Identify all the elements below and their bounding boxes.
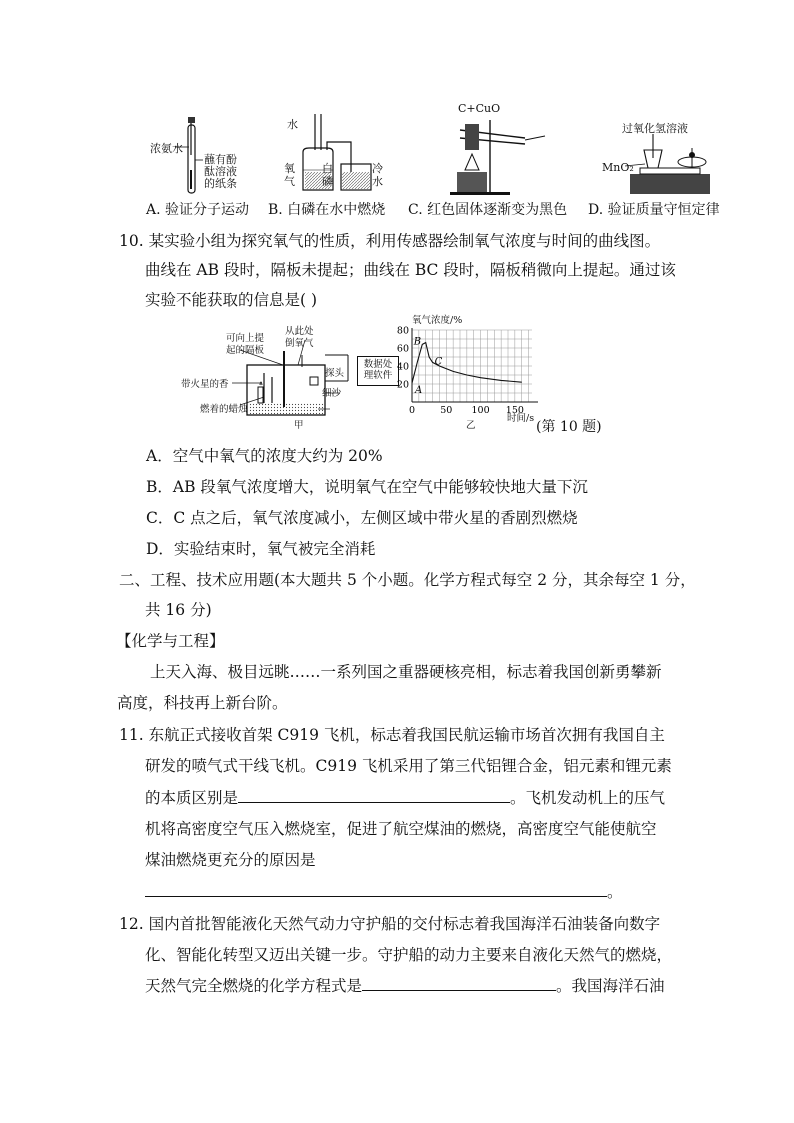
q12-line2: 化、智能化转型又迈出关键一步。守护船的动力主要来自液化天然气的燃烧， bbox=[145, 946, 673, 964]
oxygen-label-2: 气 bbox=[284, 175, 295, 188]
point-label-c: C bbox=[434, 356, 443, 368]
y-tick-label: 40 bbox=[396, 361, 409, 373]
paper-strip-label-1: 蘸有酚 bbox=[204, 153, 237, 166]
oxygen-concentration-chart bbox=[390, 326, 550, 426]
q11-line2: 研发的喷气式干线飞机。C919 飞机采用了第三代铝锂合金，铝元素和锂元素 bbox=[145, 757, 672, 775]
mno2-label: MnO₂ bbox=[602, 161, 634, 174]
chart-ylabel: 氧气浓度/% bbox=[412, 315, 463, 326]
y-tick-label: 60 bbox=[396, 343, 409, 355]
figure-yi-label: 乙 bbox=[466, 420, 476, 431]
q9-option-a: A. 验证分子运动 bbox=[146, 202, 250, 218]
water-label: 水 bbox=[287, 118, 298, 131]
q12-line1: 12. 国内首批智能液化天然气动力守护船的交付标志着我国海洋石油装备向数字 bbox=[119, 915, 661, 933]
software-label-2: 理软件 bbox=[363, 370, 393, 381]
figure-caption: (第 10 题) bbox=[536, 419, 602, 435]
q11-answer-blank-1[interactable] bbox=[238, 788, 510, 803]
q11-line3 bbox=[145, 788, 665, 808]
x-tick-label: 150 bbox=[505, 405, 524, 416]
figure-c-carbon-copper-oxide bbox=[445, 110, 550, 196]
phosphorus-label-2: 磷 bbox=[322, 175, 333, 188]
section2-sub-heading: 【化学与工程】 bbox=[116, 632, 225, 650]
pour-label-1: 从此处 bbox=[285, 326, 314, 337]
x-tick-label: 0 bbox=[408, 405, 416, 416]
point-label-a: A bbox=[415, 385, 423, 397]
chart-xlabel: 时间/s bbox=[507, 413, 535, 424]
q10-option-d: D．实验结束时，氧气被完全消耗 bbox=[146, 540, 376, 558]
point-label-b: B bbox=[413, 336, 422, 348]
section2-intro-line1: 上天入海、极目远眺……一系列国之重器硬核亮相，标志着我国创新勇攀新 bbox=[150, 663, 662, 681]
figure-a-ammonia bbox=[145, 115, 255, 195]
paper-strip-label-3: 的纸条 bbox=[204, 177, 237, 190]
x-tick-label: 100 bbox=[471, 405, 490, 416]
sand-label: 细沙 bbox=[322, 388, 342, 399]
q10-stem-line1: 10. 某实验小组为探究氧气的性质，利用传感器绘制氧气浓度与时间的曲线图。 bbox=[119, 232, 661, 250]
q10-option-a: A．空气中氧气的浓度大约为 20% bbox=[146, 447, 383, 465]
apparatus-c-drawing bbox=[445, 110, 550, 196]
hydrogen-peroxide-label: 过氧化氢溶液 bbox=[622, 122, 688, 135]
pour-label-2: 倒氧气 bbox=[285, 338, 314, 349]
y-tick-label: 20 bbox=[396, 379, 409, 391]
q9-option-b: B. 白磷在水中燃烧 bbox=[268, 202, 386, 218]
q10-option-b: B．AB 段氧气浓度增大，说明氧气在空气中能够较快地大量下沉 bbox=[146, 478, 588, 496]
q11-line4: 机将高密度空气压入燃烧室，促进了航空煤油的燃烧，高密度空气能使航空 bbox=[145, 820, 657, 838]
phosphorus-label-1: 白 bbox=[322, 162, 333, 175]
paper-strip-label-2: 酞溶液 bbox=[204, 165, 237, 178]
q10-stem-line2: 曲线在 AB 段时，隔板未提起；曲线在 BC 段时，隔板稍微向上提起。通过该 bbox=[145, 261, 676, 279]
section2-intro-line2: 高度，科技再上新台阶。 bbox=[117, 694, 288, 712]
q11-line3-pre: 的本质区别是 bbox=[145, 789, 239, 807]
figure-jia-label: 甲 bbox=[294, 420, 304, 431]
incense-label: 带火星的香 bbox=[181, 379, 229, 390]
q10-option-c: C．C 点之后，氧气浓度减小，左侧区域中带火星的香剧烈燃烧 bbox=[146, 509, 578, 527]
y-tick-label: 80 bbox=[396, 326, 409, 337]
q9-option-d: D. 验证质量守恒定律 bbox=[588, 202, 720, 218]
c-cuo-label: C+CuO bbox=[458, 102, 501, 115]
partition-label-1: 可向上提 bbox=[226, 333, 265, 344]
q9-option-c: C. 红色固体逐渐变为黑色 bbox=[408, 202, 568, 218]
candle-label: 燃着的蜡烛 bbox=[200, 404, 248, 415]
q12-answer-blank-1[interactable] bbox=[362, 976, 556, 991]
ammonia-label: 浓氨水 bbox=[150, 142, 183, 155]
q11-answer-blank-2[interactable] bbox=[145, 882, 607, 897]
apparatus-a-drawing bbox=[145, 115, 255, 195]
q10-stem-line3: 实验不能获取的信息是( ) bbox=[145, 291, 318, 309]
cold-water-label-1: 冷 bbox=[372, 162, 383, 175]
oxygen-label-1: 氧 bbox=[284, 162, 295, 175]
q11-line3-post: 。飞机发动机上的压气 bbox=[510, 789, 666, 807]
q11-line1: 11. 东航正式接收首架 C919 飞机，标志着我国民航运输市场首次拥有我国自主 bbox=[119, 726, 665, 744]
q11-line5: 煤油燃烧更充分的原因是 bbox=[145, 851, 316, 869]
section2-heading-line1: 二、工程、技术应用题(本大题共 5 个小题。化学方程式每空 2 分，其余每空 1 分， bbox=[119, 571, 696, 589]
q11-line6 bbox=[145, 882, 623, 902]
probe-label: 探头 bbox=[325, 368, 345, 379]
cold-water-label-2: 水 bbox=[372, 175, 383, 188]
partition-label-2: 起的隔板 bbox=[226, 345, 265, 356]
q12-line3-pre: 天然气完全燃烧的化学方程式是 bbox=[145, 977, 363, 995]
q12-line3-post: 。我国海洋石油 bbox=[556, 977, 665, 995]
x-tick-label: 50 bbox=[440, 405, 453, 416]
q11-line6-post: 。 bbox=[607, 883, 623, 901]
q12-line3 bbox=[145, 976, 665, 996]
section2-heading-line2: 共 16 分) bbox=[145, 601, 212, 619]
software-label-1: 数据处 bbox=[363, 359, 393, 370]
